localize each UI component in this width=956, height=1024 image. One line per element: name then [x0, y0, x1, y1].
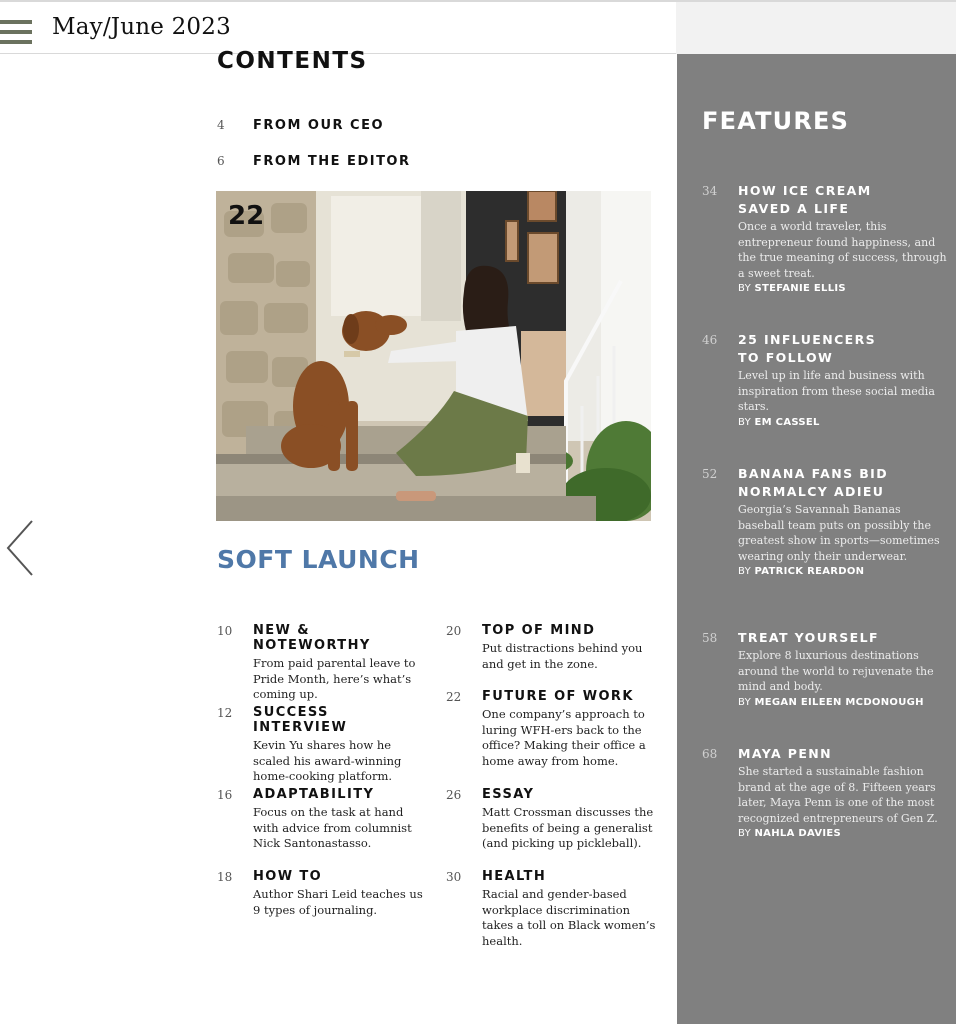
toc-title: TOP OF MIND [482, 623, 596, 638]
toc-description: Focus on the task at hand with advice from columnist Nick Santonastasso. [253, 805, 412, 850]
feature-byline: BY PATRICK REARDON [738, 566, 865, 577]
toc-title: ADAPTABILITY [253, 787, 375, 802]
toc-page-number: 18 [217, 870, 233, 884]
toc-title: NEW & NOTEWORTHY [253, 623, 371, 653]
toc-description: One company’s approach to luring WFH-ers back to the office? Making their office a home away from home. [482, 707, 646, 768]
toc-description: Kevin Yu shares how he scaled his award-winning home-cooking platform. [253, 738, 402, 783]
feature-title: 25 INFLUENCERS TO FOLLOW [738, 332, 877, 365]
feature-description: Level up in life and business with inspiration from these social media stars. [738, 369, 935, 413]
feature-byline: BY EM CASSEL [738, 416, 820, 428]
toc-description: Racial and gender-based workplace discrimination takes a toll on Black women’s health. [482, 887, 656, 948]
toc-description: Put distractions behind you and get in the zone. [482, 641, 643, 671]
toc-item[interactable] [217, 787, 427, 852]
toc-item[interactable] [217, 150, 411, 169]
feature-page-number: 46 [702, 333, 718, 347]
menu-icon[interactable] [0, 20, 32, 46]
top-bar-right-area [676, 2, 956, 54]
feature-title: BANANA FANS BID NORMALCY ADIEU [738, 466, 888, 499]
issue-title: May/June 2023 [52, 14, 231, 40]
feature-page-number: 58 [702, 631, 718, 645]
toc-item[interactable] [446, 787, 656, 852]
features-panel [677, 54, 956, 1024]
feature-item[interactable] [702, 331, 947, 428]
features-heading: FEATURES [702, 107, 850, 135]
feature-title: TREAT YOURSELF [738, 630, 879, 645]
toc-item[interactable] [446, 869, 656, 949]
toc-title: HOW TO [253, 869, 323, 884]
toc-page-number: 22 [446, 690, 462, 704]
feature-item[interactable] [702, 182, 947, 294]
toc-title: FROM OUR CEO [253, 118, 385, 133]
feature-page-number: 52 [702, 467, 718, 481]
top-bar [0, 0, 956, 54]
feature-description: Explore 8 luxurious destinations around the world to rejuvenate the mind and body. [738, 649, 934, 693]
toc-page-number: 26 [446, 788, 462, 802]
toc-item[interactable] [217, 114, 384, 133]
feature-title: HOW ICE CREAM SAVED A LIFE [738, 183, 872, 216]
toc-page-number: 10 [217, 624, 233, 638]
feature-title: MAYA PENN [738, 746, 833, 761]
toc-title: ESSAY [482, 787, 535, 802]
feature-byline: BY NAHLA DAVIES [738, 828, 842, 839]
feature-description: She started a sustainable fashion brand at the age of 8. Fifteen years later, Maya Penn is one of the most recognized entrepreneurs of Gen Z. [738, 765, 938, 825]
feature-byline: BY MEGAN EILEEN MCDONOUGH [738, 696, 924, 708]
toc-item[interactable] [446, 689, 656, 769]
previous-page-arrow-icon[interactable] [4, 518, 38, 578]
feature-description: Georgia’s Savannah Bananas baseball team puts on possibly the greatest show in sports—sometimes wearing only their underwear. [738, 503, 940, 563]
feature-item[interactable] [702, 465, 947, 577]
feature-description: Once a world traveler, this entrepreneur found happiness, and the true meaning of success, through a sweet treat. [738, 220, 947, 280]
toc-page-number: 6 [217, 154, 225, 168]
feature-item[interactable] [702, 629, 947, 708]
toc-page-number: 4 [217, 118, 225, 132]
toc-item[interactable] [217, 705, 427, 785]
toc-page-number: 30 [446, 870, 462, 884]
toc-description: Author Shari Leid teaches us 9 types of journaling. [253, 887, 423, 917]
toc-title: FROM THE EDITOR [253, 154, 411, 169]
toc-page-number: 12 [217, 706, 233, 720]
toc-page-number: 20 [446, 624, 462, 638]
cover-story-photo[interactable] [216, 191, 651, 521]
toc-item[interactable] [217, 869, 427, 918]
feature-byline: BY STEFANIE ELLIS [738, 283, 846, 294]
toc-item[interactable] [446, 623, 656, 672]
cover-story-title[interactable]: SOFT LAUNCH [217, 545, 420, 574]
contents-heading: CONTENTS [217, 48, 368, 74]
toc-title: FUTURE OF WORK [482, 689, 634, 704]
feature-page-number: 34 [702, 184, 718, 198]
woman-with-dog-illustration [216, 191, 651, 521]
feature-item[interactable] [702, 745, 947, 839]
toc-item[interactable] [217, 623, 427, 703]
feature-page-number: 68 [702, 747, 718, 761]
toc-title: HEALTH [482, 869, 547, 884]
toc-page-number: 16 [217, 788, 233, 802]
toc-title: SUCCESS INTERVIEW [253, 705, 348, 735]
toc-description: Matt Crossman discusses the benefits of being a generalist (and picking up pickleball). [482, 805, 654, 850]
toc-description: From paid parental leave to Pride Month, here’s what’s coming up. [253, 656, 416, 701]
photo-page-number: 22 [228, 201, 265, 231]
